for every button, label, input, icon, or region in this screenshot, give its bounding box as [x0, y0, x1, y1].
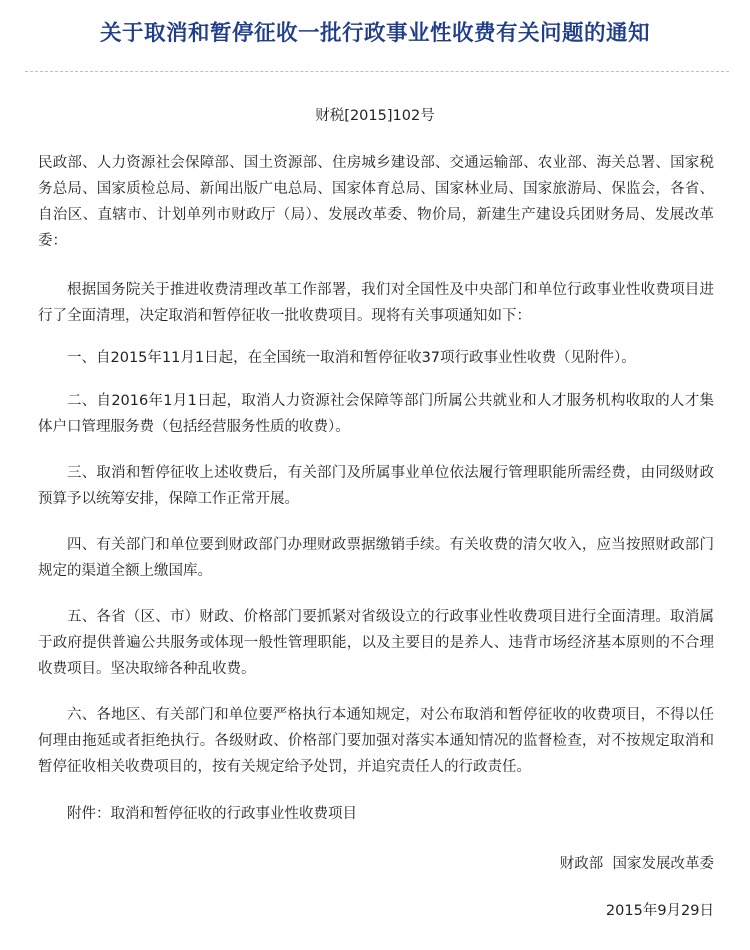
attachment-line: 附件：取消和暂停征收的行政事业性收费项目 [67, 806, 357, 822]
paragraph-item-4: 四、有关部门和单位要到财政部门办理财政票据缴销手续。有关收费的清欠收入，应当按照财政部门规定的渠道全额上缴国库。 [38, 537, 714, 579]
paragraph-item-5: 五、各省（区、市）财政、价格部门要抓紧对省级设立的行政事业性收费项目进行全面清理。取消属于政府提供普遍公共服务或体现一般性管理职能，以及主要目的是养人、违背市场经济基本原则的不合理收费项目。坚决取缔各种乱收费。 [38, 609, 714, 677]
addressee-list: 民政部、人力资源社会保障部、国土资源部、住房城乡建设部、交通运输部、农业部、海关总署、国家税务总局、国家质检总局、新闻出版广电总局、国家体育总局、国家林业局、国家旅游局、保监会，各省、自治区、直辖市、计划单列市财政厅（局）、发展改革委、物价局，新建生产建设兵团财务局、发展改革委： [38, 155, 714, 249]
document-number: 财税[2015]102号 [315, 108, 435, 124]
paragraph-item-3: 三、取消和暂停征收上述收费后，有关部门及所属事业单位依法履行管理职能所需经费，由同级财政预算予以统筹安排，保障工作正常开展。 [38, 465, 714, 507]
issue-date: 2015年9月29日 [605, 903, 714, 919]
paragraph-intro: 根据国务院关于推进收费清理改革工作部署，我们对全国性及中央部门和单位行政事业性收费项目进行了全面清理，决定取消和暂停征收一批收费项目。现将有关事项通知如下： [38, 282, 714, 324]
paragraph-item-6: 六、各地区、有关部门和单位要严格执行本通知规定，对公布取消和暂停征收的收费项目，不得以任何理由拖延或者拒绝执行。各级财政、价格部门要加强对落实本通知情况的监督检查，对不按规定取消和暂停征收相关收费项目的，按有关规定给予处罚，并追究责任人的行政责任。 [38, 707, 714, 775]
title-divider [25, 71, 729, 72]
paragraph-item-1: 一、自2015年11月1日起，在全国统一取消和暂停征收37项行政事业性收费（见附件）。 [67, 350, 636, 366]
signatories: 财政部 国家发展改革委 [559, 856, 714, 872]
paragraph-item-2: 二、自2016年1月1日起，取消人力资源社会保障等部门所属公共就业和人才服务机构收取的人才集体户口管理服务费（包括经营服务性质的收费）。 [38, 393, 714, 435]
document-title: 关于取消和暂停征收一批行政事业性收费有关问题的通知 [99, 21, 650, 46]
